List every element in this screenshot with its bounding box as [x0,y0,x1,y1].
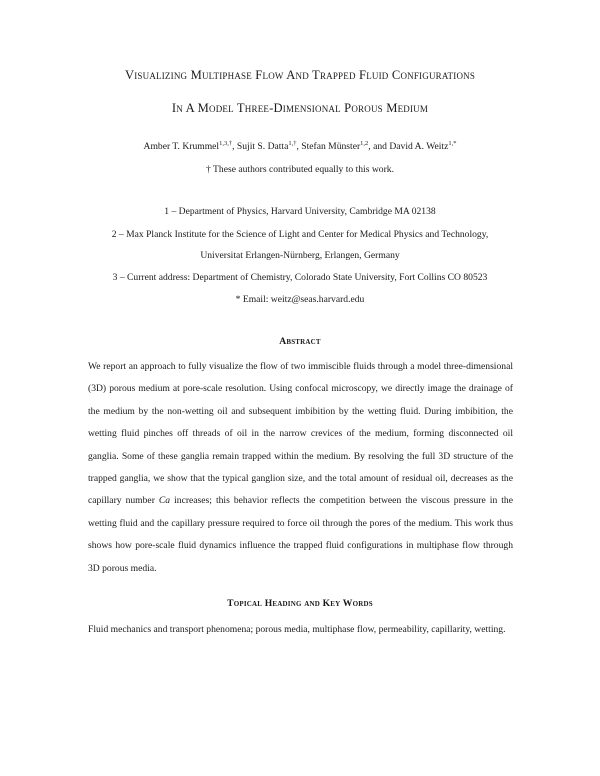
equal-contribution-note: † These authors contributed equally to this work. [206,164,394,175]
affiliation: 3 – Current address: Department of Chemistry, Colorado State University, Fort Collins CO 80523 [112,272,488,283]
abstract-text-part-1: We report an approach to fully visualize the flow of two immiscible fluids through a model three-dimensional (3D) porous medium at pore-scale resolution. Using confocal microscopy, we directly image the drainage of the medium by the non-wetting oil and subsequent imbibition by the wetting fluid. During imbibition, the wetting fluid pinches off threads of oil in the narrow crevices of the medium, forming disconnected oil ganglia. Some of these ganglia remain trapped within the medium. By resolving the full 3D structure of the trapped ganglia, we show that the typical ganglion size, and the total amount of residual oil, decreases as the capillary number [88,361,513,507]
author-affiliation-marker: 1,* [448,140,457,147]
capillary-number-symbol: Ca [158,495,171,507]
keywords-heading: Topical Heading and Key Words [227,598,373,609]
paper-title-line-1: Visualizing Multiphase Flow And Trapped Fluid Configurations [124,68,476,82]
abstract-text-part-2: increases; this behavior reflects the competition between the viscous pressure in the wetting fluid and the capillary pressure required to force oil through the pores of the medium. This work thus shows how pore-scale fluid dynamics influence the trapped fluid configurations in multiphase flow through 3D porous media. [88,495,513,574]
keywords-text: Fluid mechanics and transport phenomena; porous media, multiphase flow, permeability, capillarity, wetting. [88,624,506,635]
corresponding-email: * Email: weitz@seas.harvard.edu [235,294,365,305]
author-name: David A. Weitz [389,141,449,152]
paper-title-line-2: In A Model Three-Dimensional Porous Medium [171,101,429,115]
author-name: Amber T. Krummel [143,141,220,152]
author-name: Sujit S. Datta [236,141,289,152]
affiliation: Universitat Erlangen-Nürnberg, Erlangen, Germany [200,250,400,261]
affiliation: 1 – Department of Physics, Harvard University, Cambridge MA 02138 [164,206,436,217]
author-affiliation-marker: 1,2 [360,140,369,147]
author-list: Amber T. Krummel$^{1,3,\dagger}$, Sujit S. Datta$^{1,\dagger}$, Stefan Münster$^{1,2}$, and David A. Weitz$^{1,*}$ [143,140,457,152]
author-affiliation-marker: 1,3,† [219,140,233,147]
affiliation: 2 – Max Planck Institute for the Science of Light and Center for Medical Physics and Technology, [111,229,489,240]
author-name: Stefan Münster [301,141,361,152]
abstract-heading: Abstract [279,336,321,347]
author-affiliation-marker: 1,† [288,140,297,147]
abstract-text [88,356,513,580]
